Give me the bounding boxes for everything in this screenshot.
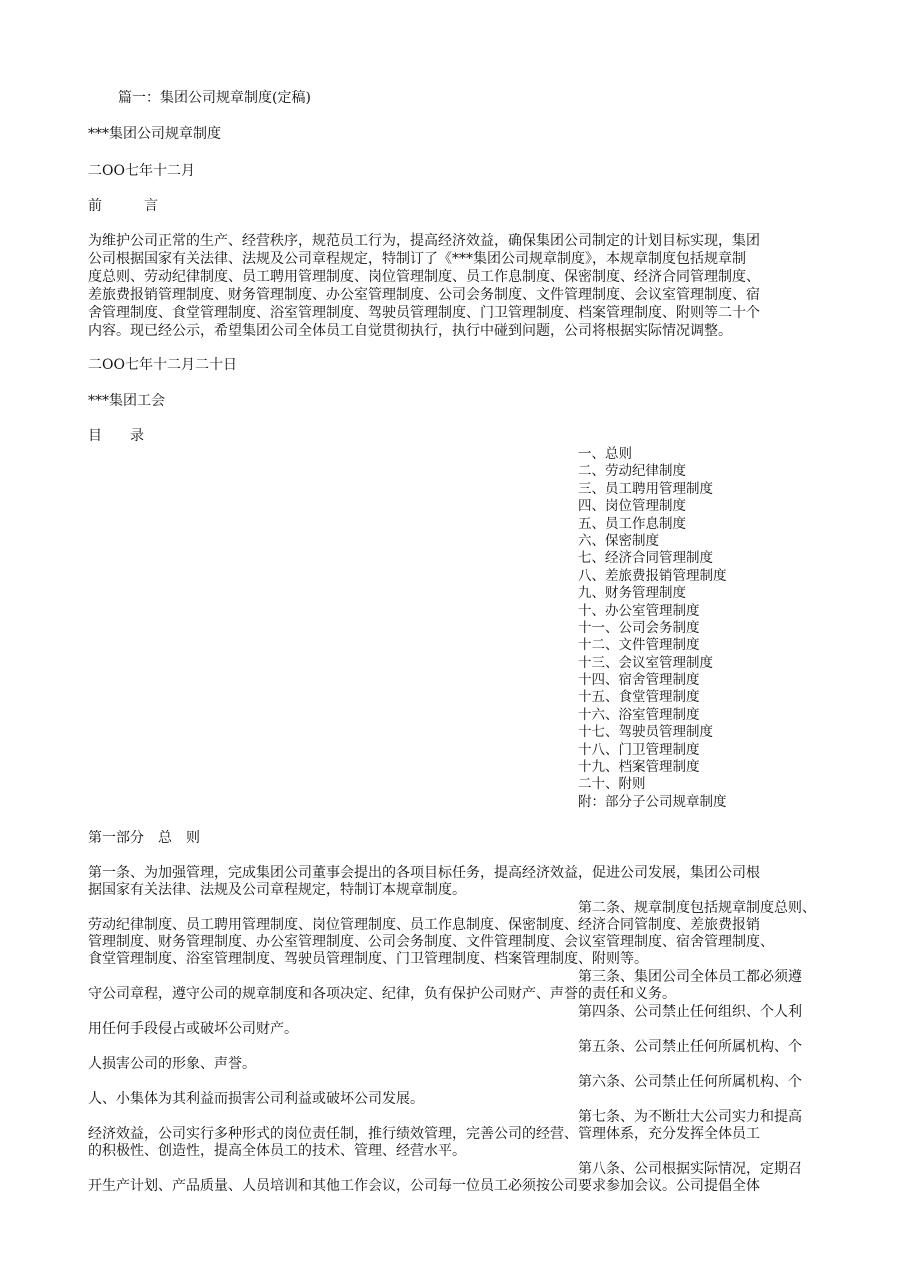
toc-item: 一、总则 (578, 446, 632, 462)
toc-item: 附：部分子公司规章制度 (578, 793, 727, 810)
toc-item: 十七、驾驶员管理制度 (578, 724, 713, 741)
article-line: 劳动纪律制度、员工聘用管理制度、岗位管理制度、员工作息制度、保密制度、经济合同管制度、差旅费报销 (88, 917, 760, 933)
article-line: 食堂管理制度、浴室管理制度、驾驶员管理制度、门卫管理制度、档案管理制度、附则等。 (88, 951, 648, 967)
article-line: 第六条、公司禁止任何所属机构、个 (578, 1074, 802, 1090)
article-line: 人损害公司的形象、声誉。 (88, 1056, 256, 1072)
article-line: 用任何手段侵占或破坏公司财产。 (88, 1021, 298, 1037)
preface-line: 公司根据国家有关法律、法规及公司章程规定，特制订了《***集团公司规章制度》，本规章制度包括规章制 (88, 251, 746, 267)
article-line: 第三条、集团公司全体员工都必须遵 (578, 969, 802, 985)
toc-item: 十八、门卫管理制度 (578, 741, 700, 758)
article-line: 第四条、公司禁止任何组织、个人利 (578, 1004, 802, 1020)
toc-item: 十三、会议室管理制度 (578, 654, 713, 671)
toc-item: 十二、文件管理制度 (578, 637, 700, 654)
preface-line: 为维护公司正常的生产、经营秩序，规范员工行为，提高经济效益，确保集团公司制定的计划目标实现，集团 (88, 233, 760, 249)
article-line: 第七条、为不断壮大公司实力和提高 (578, 1109, 802, 1125)
preface-line: 度总则、劳动纪律制度、员工聘用管理制度、岗位管理制度、员工作息制度、保密制度、经济合同管理制度、 (88, 269, 760, 285)
article-line: 的积极性、创造性，提高全体员工的技术、管理、经营水平。 (88, 1143, 466, 1159)
article-line: 第一条、为加强管理，完成集团公司董事会提出的各项目标任务，提高经济效益，促进公司发展，集团公司根 (88, 865, 760, 881)
toc-item: 四、岗位管理制度 (578, 498, 686, 515)
toc-item: 十一、公司会务制度 (578, 619, 700, 636)
toc-title: 目 录 (88, 428, 144, 444)
preface-line: 内容。现已经公示，希望集团公司全体员工自觉贯彻执行，执行中碰到问题，公司将根据实际情况调整。 (88, 323, 732, 339)
toc-item: 十四、宿舍管理制度 (578, 672, 700, 689)
table-of-contents (578, 446, 727, 811)
article-line: 第二条、规章制度包括规章制度总则、 (578, 900, 816, 916)
article-line: 经济效益，公司实行多种形式的岗位责任制，推行绩效管理，完善公司的经营、管理体系，充分发挥全体员工 (88, 1126, 760, 1142)
preface-line: 差旅费报销管理制度、财务管理制度、办公室管理制度、公司会务制度、文件管理制度、会议室管理制度、宿 (88, 287, 760, 303)
article-line: 第五条、公司禁止任何所属机构、个 (578, 1039, 802, 1055)
toc-item: 二、劳动纪律制度 (578, 463, 686, 480)
article-line: 开生产计划、产品质量、人员培训和其他工作会议，公司每一位员工必须按公司要求参加会议。公司提倡全体 (88, 1178, 760, 1194)
toc-item: 七、经济合同管理制度 (578, 550, 713, 567)
toc-item: 十五、食堂管理制度 (578, 689, 700, 706)
part-title: 第一部分 总 则 (88, 830, 200, 846)
toc-item: 六、保密制度 (578, 532, 659, 549)
signature-date: 二OO七年十二月二十日 (88, 357, 237, 373)
toc-item: 二十、附则 (578, 776, 646, 793)
preface-line: 舍管理制度、食堂管理制度、浴室管理制度、驾驶员管理制度、门卫管理制度、档案管理制度、附则等二十个 (88, 305, 760, 321)
toc-item: 三、员工聘用管理制度 (578, 480, 713, 497)
article-line: 第八条、公司根据实际情况，定期召 (578, 1161, 802, 1177)
toc-item: 十、办公室管理制度 (578, 602, 700, 619)
toc-item: 五、员工作息制度 (578, 515, 686, 532)
toc-item: 九、财务管理制度 (578, 585, 686, 602)
union-name: ***集团工会 (88, 393, 165, 409)
toc-item: 十六、浴室管理制度 (578, 706, 700, 723)
toc-item: 八、差旅费报销管理制度 (578, 567, 727, 584)
article-line: 管理制度、财务管理制度、办公室管理制度、公司会务制度、文件管理制度、会议室管理制度、宿舍管理制度、 (88, 934, 774, 950)
document-heading: 篇一：集团公司规章制度(定稿) (118, 90, 311, 106)
preface-title: 前 言 (88, 198, 158, 214)
article-line: 守公司章程，遵守公司的规章制度和各项决定、纪律，负有保护公司财产、声誉的责任和义务。 (88, 986, 676, 1002)
toc-item: 十九、档案管理制度 (578, 759, 700, 776)
date-line: 二OO七年十二月 (88, 163, 195, 179)
article-line: 人、小集体为其利益而损害公司利益或破坏公司发展。 (88, 1091, 424, 1107)
article-line: 据国家有关法律、法规及公司章程规定，特制订本规章制度。 (88, 882, 466, 898)
company-title: ***集团公司规章制度 (88, 126, 221, 142)
